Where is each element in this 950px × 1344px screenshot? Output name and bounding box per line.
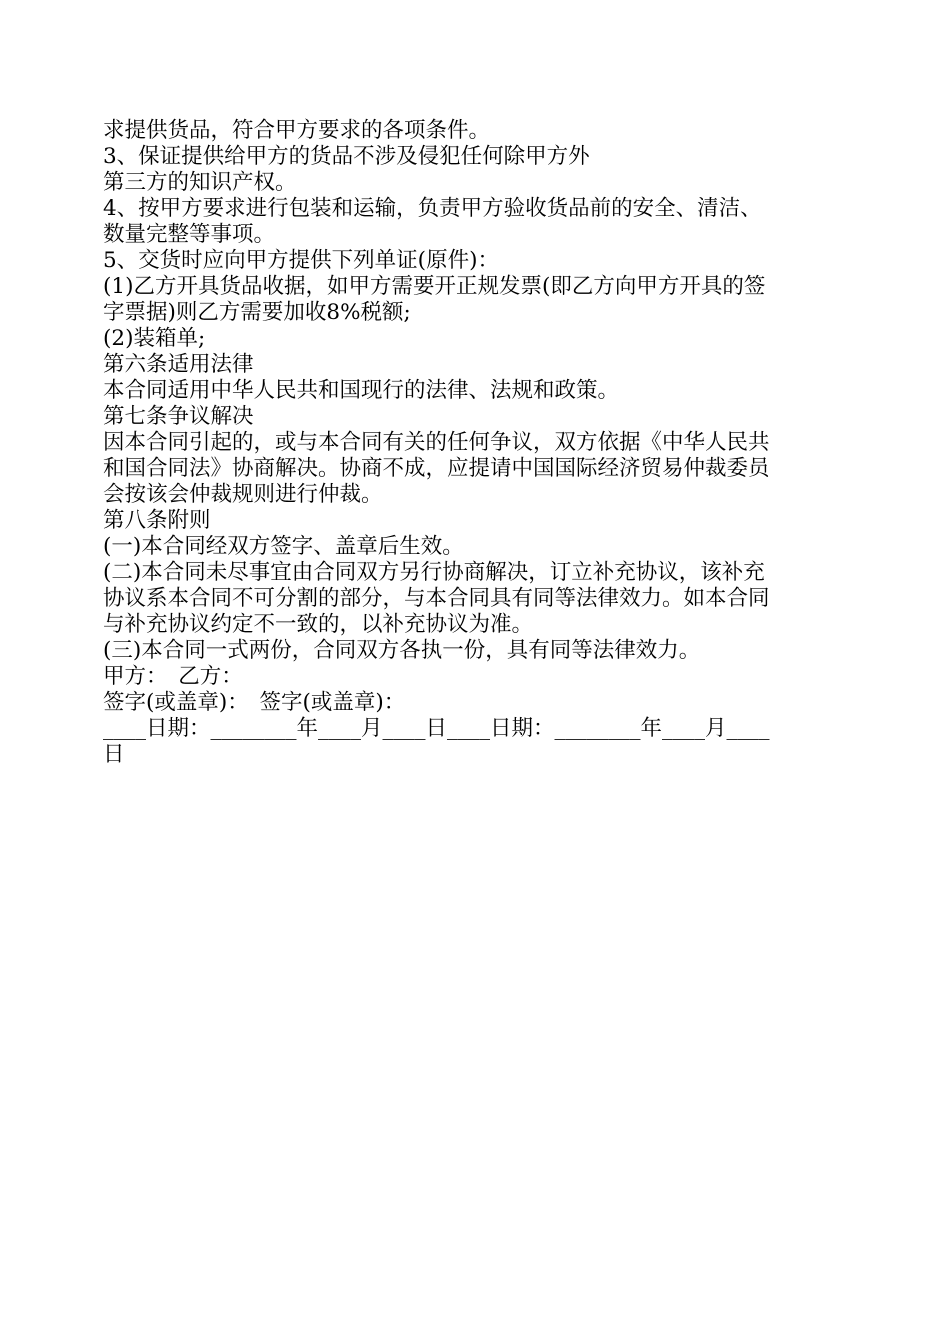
clause-text-line: (二)本合同未尽事宜由合同双方另行协商解决，订立补充协议，该补充 bbox=[103, 560, 765, 585]
clause-text-line: (一)本合同经双方签字、盖章后生效。 bbox=[103, 534, 464, 559]
section-heading-applicable-law: 第六条适用法律 bbox=[103, 352, 254, 377]
clause-text-line: 协议系本合同不可分割的部分，与本合同具有同等法律效力。如本合同 bbox=[103, 586, 770, 611]
clause-text-line: 5、交货时应向甲方提供下列单证(原件)： bbox=[103, 248, 499, 273]
date-fields: ____日期：________年____月____日____日期：________年____月____ bbox=[103, 716, 770, 741]
clause-text-line: (1)乙方开具货品收据，如甲方需要开正规发票(即乙方向甲方开具的签 bbox=[103, 274, 766, 299]
clause-text-line: 3、保证提供给甲方的货品不涉及侵犯任何除甲方外 bbox=[103, 144, 590, 169]
signature-labels: 签字(或盖章)： 签字(或盖章)： bbox=[103, 690, 406, 715]
clause-text-line: 和国合同法》协商解决。协商不成，应提请中国国际经济贸易仲裁委员 bbox=[103, 456, 770, 481]
clause-text-line: 4、按甲方要求进行包装和运输，负责甲方验收货品前的安全、清洁、 bbox=[103, 196, 762, 221]
section-heading-dispute-resolution: 第七条争议解决 bbox=[103, 404, 254, 429]
clause-text-line: 第三方的知识产权。 bbox=[103, 170, 297, 195]
clause-text-line: 数量完整等事项。 bbox=[103, 222, 276, 247]
date-fields-continued: 日 bbox=[103, 742, 125, 767]
document-body bbox=[103, 118, 853, 768]
clause-text-line: 本合同适用中华人民共和国现行的法律、法规和政策。 bbox=[103, 378, 620, 403]
clause-text-line: (2)装箱单; bbox=[103, 326, 206, 351]
clause-text-line: 会按该会仲裁规则进行仲裁。 bbox=[103, 482, 383, 507]
section-heading-supplementary-provisions: 第八条附则 bbox=[103, 508, 211, 533]
clause-text-line: 因本合同引起的，或与本合同有关的任何争议，双方依据《中华人民共 bbox=[103, 430, 770, 455]
clause-text-line: 字票据)则乙方需要加收8%税额; bbox=[103, 300, 411, 325]
clause-text-line: 求提供货品，符合甲方要求的各项条件。 bbox=[103, 118, 491, 143]
clause-text-line: 与补充协议约定不一致的，以补充协议为准。 bbox=[103, 612, 534, 637]
party-labels: 甲方： 乙方： bbox=[103, 664, 243, 689]
clause-text-line: (三)本合同一式两份，合同双方各执一份，具有同等法律效力。 bbox=[103, 638, 701, 663]
